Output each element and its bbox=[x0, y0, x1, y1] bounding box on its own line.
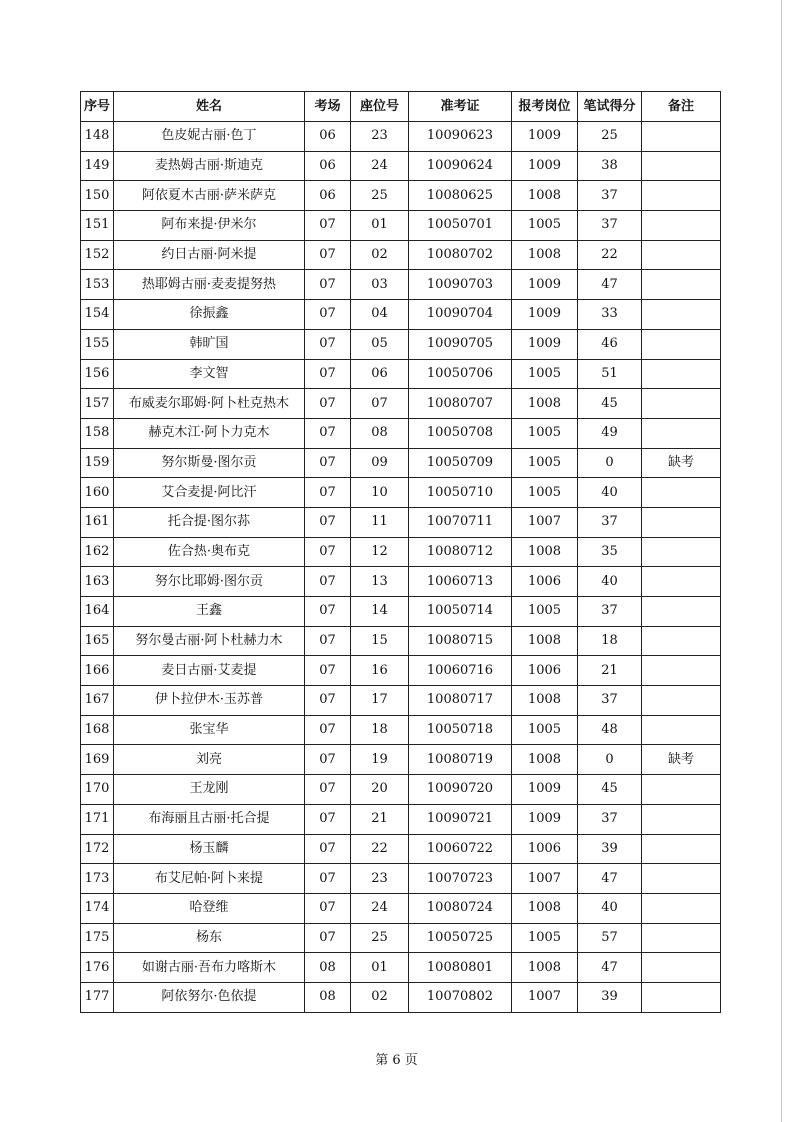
table-row bbox=[81, 122, 721, 152]
cell-index: 176 bbox=[81, 953, 114, 983]
cell-exam-room: 06 bbox=[305, 151, 351, 181]
cell-ticket-number: 10070723 bbox=[409, 864, 512, 894]
cell-name: 阿布来提·伊米尔 bbox=[114, 211, 305, 241]
cell-exam-room: 07 bbox=[305, 537, 351, 567]
table-row bbox=[81, 478, 721, 508]
table-row bbox=[81, 953, 721, 983]
cell-ticket-number: 10080801 bbox=[409, 953, 512, 983]
cell-exam-room: 07 bbox=[305, 300, 351, 330]
cell-name: 杨东 bbox=[114, 923, 305, 953]
cell-position: 1006 bbox=[512, 656, 578, 686]
cell-index: 163 bbox=[81, 567, 114, 597]
cell-score: 46 bbox=[578, 329, 642, 359]
cell-remark bbox=[642, 359, 721, 389]
cell-score: 47 bbox=[578, 270, 642, 300]
cell-index: 155 bbox=[81, 329, 114, 359]
cell-exam-room: 07 bbox=[305, 448, 351, 478]
table-row bbox=[81, 211, 721, 241]
cell-score: 0 bbox=[578, 745, 642, 775]
table-row bbox=[81, 804, 721, 834]
cell-ticket-number: 10090704 bbox=[409, 300, 512, 330]
cell-seat: 03 bbox=[351, 270, 409, 300]
cell-name: 哈登维 bbox=[114, 893, 305, 923]
cell-name: 刘亮 bbox=[114, 745, 305, 775]
cell-position: 1008 bbox=[512, 626, 578, 656]
cell-position: 1005 bbox=[512, 359, 578, 389]
cell-remark bbox=[642, 597, 721, 627]
cell-exam-room: 06 bbox=[305, 181, 351, 211]
cell-position: 1008 bbox=[512, 686, 578, 716]
cell-exam-room: 07 bbox=[305, 597, 351, 627]
cell-score: 18 bbox=[578, 626, 642, 656]
cell-index: 161 bbox=[81, 507, 114, 537]
cell-score: 48 bbox=[578, 715, 642, 745]
cell-score: 38 bbox=[578, 151, 642, 181]
cell-seat: 18 bbox=[351, 715, 409, 745]
cell-seat: 20 bbox=[351, 775, 409, 805]
cell-score: 22 bbox=[578, 240, 642, 270]
cell-position: 1009 bbox=[512, 804, 578, 834]
cell-remark bbox=[642, 893, 721, 923]
cell-seat: 08 bbox=[351, 418, 409, 448]
table-row bbox=[81, 389, 721, 419]
cell-index: 153 bbox=[81, 270, 114, 300]
header-cell: 笔试得分 bbox=[578, 92, 642, 122]
cell-remark bbox=[642, 329, 721, 359]
cell-index: 156 bbox=[81, 359, 114, 389]
table-row bbox=[81, 181, 721, 211]
cell-name: 艾合麦提·阿比汗 bbox=[114, 478, 305, 508]
cell-exam-room: 07 bbox=[305, 389, 351, 419]
cell-seat: 24 bbox=[351, 151, 409, 181]
cell-name: 阿依夏木古丽·萨米萨克 bbox=[114, 181, 305, 211]
header-row bbox=[81, 92, 721, 122]
cell-index: 149 bbox=[81, 151, 114, 181]
cell-exam-room: 07 bbox=[305, 893, 351, 923]
cell-remark bbox=[642, 715, 721, 745]
cell-seat: 23 bbox=[351, 864, 409, 894]
cell-score: 37 bbox=[578, 507, 642, 537]
cell-name: 色皮妮古丽·色丁 bbox=[114, 122, 305, 152]
cell-index: 168 bbox=[81, 715, 114, 745]
cell-name: 布威麦尔耶姆·阿卜杜克热木 bbox=[114, 389, 305, 419]
cell-seat: 11 bbox=[351, 507, 409, 537]
cell-score: 0 bbox=[578, 448, 642, 478]
cell-seat: 06 bbox=[351, 359, 409, 389]
cell-remark bbox=[642, 834, 721, 864]
cell-name: 布艾尼帕·阿卜来提 bbox=[114, 864, 305, 894]
cell-index: 148 bbox=[81, 122, 114, 152]
table-row bbox=[81, 745, 721, 775]
cell-remark bbox=[642, 418, 721, 448]
cell-ticket-number: 10050701 bbox=[409, 211, 512, 241]
header-cell: 序号 bbox=[81, 92, 114, 122]
exam-score-table bbox=[80, 91, 721, 1013]
table-row bbox=[81, 418, 721, 448]
cell-ticket-number: 10070802 bbox=[409, 982, 512, 1012]
cell-index: 151 bbox=[81, 211, 114, 241]
cell-index: 171 bbox=[81, 804, 114, 834]
cell-seat: 05 bbox=[351, 329, 409, 359]
cell-seat: 14 bbox=[351, 597, 409, 627]
cell-remark bbox=[642, 923, 721, 953]
cell-position: 1007 bbox=[512, 507, 578, 537]
cell-ticket-number: 10060722 bbox=[409, 834, 512, 864]
cell-position: 1009 bbox=[512, 122, 578, 152]
cell-remark bbox=[642, 389, 721, 419]
cell-name: 努尔比耶姆·图尔贡 bbox=[114, 567, 305, 597]
cell-remark bbox=[642, 804, 721, 834]
table-row bbox=[81, 597, 721, 627]
cell-exam-room: 08 bbox=[305, 982, 351, 1012]
cell-position: 1008 bbox=[512, 745, 578, 775]
cell-seat: 01 bbox=[351, 953, 409, 983]
cell-position: 1009 bbox=[512, 270, 578, 300]
cell-name: 韩旷国 bbox=[114, 329, 305, 359]
cell-remark bbox=[642, 181, 721, 211]
cell-score: 40 bbox=[578, 478, 642, 508]
table-row bbox=[81, 626, 721, 656]
cell-position: 1006 bbox=[512, 834, 578, 864]
cell-seat: 22 bbox=[351, 834, 409, 864]
cell-ticket-number: 10050714 bbox=[409, 597, 512, 627]
cell-seat: 13 bbox=[351, 567, 409, 597]
cell-position: 1007 bbox=[512, 982, 578, 1012]
cell-index: 165 bbox=[81, 626, 114, 656]
cell-name: 王鑫 bbox=[114, 597, 305, 627]
cell-remark bbox=[642, 656, 721, 686]
cell-position: 1005 bbox=[512, 715, 578, 745]
cell-name: 李文智 bbox=[114, 359, 305, 389]
table-row bbox=[81, 775, 721, 805]
cell-position: 1009 bbox=[512, 775, 578, 805]
cell-ticket-number: 10080707 bbox=[409, 389, 512, 419]
cell-name: 杨玉麟 bbox=[114, 834, 305, 864]
cell-name: 努尔斯曼·图尔贡 bbox=[114, 448, 305, 478]
cell-index: 157 bbox=[81, 389, 114, 419]
cell-exam-room: 07 bbox=[305, 626, 351, 656]
cell-score: 33 bbox=[578, 300, 642, 330]
cell-name: 努尔曼古丽·阿卜杜赫力木 bbox=[114, 626, 305, 656]
cell-exam-room: 07 bbox=[305, 567, 351, 597]
cell-exam-room: 07 bbox=[305, 329, 351, 359]
cell-seat: 10 bbox=[351, 478, 409, 508]
cell-seat: 09 bbox=[351, 448, 409, 478]
cell-name: 约日古丽·阿米提 bbox=[114, 240, 305, 270]
cell-exam-room: 07 bbox=[305, 656, 351, 686]
cell-score: 51 bbox=[578, 359, 642, 389]
cell-ticket-number: 10080712 bbox=[409, 537, 512, 567]
cell-index: 158 bbox=[81, 418, 114, 448]
cell-index: 154 bbox=[81, 300, 114, 330]
cell-remark bbox=[642, 686, 721, 716]
table-row bbox=[81, 982, 721, 1012]
cell-ticket-number: 10090623 bbox=[409, 122, 512, 152]
cell-score: 45 bbox=[578, 389, 642, 419]
cell-exam-room: 07 bbox=[305, 240, 351, 270]
cell-position: 1009 bbox=[512, 329, 578, 359]
cell-exam-room: 07 bbox=[305, 686, 351, 716]
cell-seat: 16 bbox=[351, 656, 409, 686]
cell-ticket-number: 10080625 bbox=[409, 181, 512, 211]
cell-position: 1008 bbox=[512, 953, 578, 983]
cell-score: 57 bbox=[578, 923, 642, 953]
cell-index: 162 bbox=[81, 537, 114, 567]
table-row bbox=[81, 715, 721, 745]
cell-seat: 25 bbox=[351, 923, 409, 953]
cell-remark bbox=[642, 300, 721, 330]
cell-remark bbox=[642, 270, 721, 300]
cell-exam-room: 07 bbox=[305, 923, 351, 953]
cell-score: 21 bbox=[578, 656, 642, 686]
cell-exam-room: 07 bbox=[305, 418, 351, 448]
cell-ticket-number: 10060716 bbox=[409, 656, 512, 686]
cell-name: 徐振鑫 bbox=[114, 300, 305, 330]
cell-score: 35 bbox=[578, 537, 642, 567]
table-row bbox=[81, 656, 721, 686]
cell-remark bbox=[642, 982, 721, 1012]
cell-index: 169 bbox=[81, 745, 114, 775]
cell-index: 164 bbox=[81, 597, 114, 627]
cell-ticket-number: 10080717 bbox=[409, 686, 512, 716]
cell-exam-room: 07 bbox=[305, 834, 351, 864]
cell-score: 49 bbox=[578, 418, 642, 448]
cell-remark bbox=[642, 775, 721, 805]
cell-ticket-number: 10050718 bbox=[409, 715, 512, 745]
cell-remark bbox=[642, 626, 721, 656]
cell-exam-room: 07 bbox=[305, 478, 351, 508]
scan-edge-line bbox=[781, 0, 782, 1122]
cell-position: 1008 bbox=[512, 181, 578, 211]
cell-ticket-number: 10060713 bbox=[409, 567, 512, 597]
cell-remark bbox=[642, 507, 721, 537]
cell-ticket-number: 10090624 bbox=[409, 151, 512, 181]
header-cell: 座位号 bbox=[351, 92, 409, 122]
cell-remark bbox=[642, 953, 721, 983]
cell-exam-room: 07 bbox=[305, 745, 351, 775]
cell-position: 1005 bbox=[512, 923, 578, 953]
cell-remark bbox=[642, 211, 721, 241]
cell-remark: 缺考 bbox=[642, 448, 721, 478]
cell-index: 150 bbox=[81, 181, 114, 211]
cell-score: 45 bbox=[578, 775, 642, 805]
cell-position: 1005 bbox=[512, 418, 578, 448]
cell-score: 37 bbox=[578, 211, 642, 241]
cell-seat: 19 bbox=[351, 745, 409, 775]
cell-name: 布海丽且古丽·托合提 bbox=[114, 804, 305, 834]
cell-exam-room: 06 bbox=[305, 122, 351, 152]
cell-name: 麦热姆古丽·斯迪克 bbox=[114, 151, 305, 181]
cell-seat: 25 bbox=[351, 181, 409, 211]
table-row bbox=[81, 300, 721, 330]
cell-exam-room: 07 bbox=[305, 507, 351, 537]
cell-name: 佐合热·奥布克 bbox=[114, 537, 305, 567]
cell-position: 1005 bbox=[512, 597, 578, 627]
cell-index: 159 bbox=[81, 448, 114, 478]
cell-ticket-number: 10090703 bbox=[409, 270, 512, 300]
cell-name: 王龙刚 bbox=[114, 775, 305, 805]
cell-ticket-number: 10080715 bbox=[409, 626, 512, 656]
table-row bbox=[81, 567, 721, 597]
cell-seat: 02 bbox=[351, 240, 409, 270]
cell-index: 170 bbox=[81, 775, 114, 805]
cell-exam-room: 07 bbox=[305, 359, 351, 389]
cell-name: 托合提·图尔荪 bbox=[114, 507, 305, 537]
cell-exam-room: 07 bbox=[305, 715, 351, 745]
cell-index: 167 bbox=[81, 686, 114, 716]
cell-ticket-number: 10050710 bbox=[409, 478, 512, 508]
cell-exam-room: 08 bbox=[305, 953, 351, 983]
cell-exam-room: 07 bbox=[305, 804, 351, 834]
cell-ticket-number: 10080719 bbox=[409, 745, 512, 775]
cell-score: 37 bbox=[578, 181, 642, 211]
cell-name: 热耶姆古丽·麦麦提努热 bbox=[114, 270, 305, 300]
cell-score: 25 bbox=[578, 122, 642, 152]
cell-remark bbox=[642, 567, 721, 597]
cell-name: 张宝华 bbox=[114, 715, 305, 745]
cell-ticket-number: 10070711 bbox=[409, 507, 512, 537]
cell-score: 37 bbox=[578, 804, 642, 834]
table-row bbox=[81, 270, 721, 300]
cell-position: 1008 bbox=[512, 240, 578, 270]
table-row bbox=[81, 834, 721, 864]
cell-ticket-number: 10080702 bbox=[409, 240, 512, 270]
cell-position: 1005 bbox=[512, 478, 578, 508]
table-body bbox=[81, 122, 721, 1013]
cell-score: 47 bbox=[578, 864, 642, 894]
cell-name: 麦日古丽·艾麦提 bbox=[114, 656, 305, 686]
header-cell: 备注 bbox=[642, 92, 721, 122]
cell-ticket-number: 10090720 bbox=[409, 775, 512, 805]
cell-name: 赫克木江·阿卜力克木 bbox=[114, 418, 305, 448]
table-row bbox=[81, 240, 721, 270]
cell-seat: 12 bbox=[351, 537, 409, 567]
table-row bbox=[81, 151, 721, 181]
cell-position: 1006 bbox=[512, 567, 578, 597]
cell-score: 40 bbox=[578, 567, 642, 597]
cell-index: 172 bbox=[81, 834, 114, 864]
cell-score: 47 bbox=[578, 953, 642, 983]
cell-exam-room: 07 bbox=[305, 211, 351, 241]
cell-ticket-number: 10050709 bbox=[409, 448, 512, 478]
cell-remark bbox=[642, 864, 721, 894]
table-row bbox=[81, 893, 721, 923]
cell-index: 152 bbox=[81, 240, 114, 270]
cell-index: 173 bbox=[81, 864, 114, 894]
cell-name: 阿依努尔·色依提 bbox=[114, 982, 305, 1012]
cell-remark bbox=[642, 151, 721, 181]
cell-index: 175 bbox=[81, 923, 114, 953]
header-cell: 准考证 bbox=[409, 92, 512, 122]
cell-ticket-number: 10050725 bbox=[409, 923, 512, 953]
cell-position: 1005 bbox=[512, 211, 578, 241]
cell-score: 40 bbox=[578, 893, 642, 923]
cell-score: 39 bbox=[578, 982, 642, 1012]
cell-index: 174 bbox=[81, 893, 114, 923]
page-number: 第 6 页 bbox=[375, 1053, 418, 1068]
table-row bbox=[81, 359, 721, 389]
cell-index: 166 bbox=[81, 656, 114, 686]
table-row bbox=[81, 923, 721, 953]
cell-ticket-number: 10090705 bbox=[409, 329, 512, 359]
cell-position: 1005 bbox=[512, 448, 578, 478]
cell-seat: 21 bbox=[351, 804, 409, 834]
cell-ticket-number: 10080724 bbox=[409, 893, 512, 923]
cell-index: 160 bbox=[81, 478, 114, 508]
table-row bbox=[81, 537, 721, 567]
cell-exam-room: 07 bbox=[305, 270, 351, 300]
cell-seat: 15 bbox=[351, 626, 409, 656]
cell-position: 1008 bbox=[512, 893, 578, 923]
cell-name: 伊卜拉伊木·玉苏普 bbox=[114, 686, 305, 716]
cell-seat: 01 bbox=[351, 211, 409, 241]
cell-remark bbox=[642, 122, 721, 152]
cell-remark: 缺考 bbox=[642, 745, 721, 775]
cell-position: 1009 bbox=[512, 300, 578, 330]
cell-position: 1007 bbox=[512, 864, 578, 894]
header-cell: 姓名 bbox=[114, 92, 305, 122]
cell-remark bbox=[642, 478, 721, 508]
cell-seat: 17 bbox=[351, 686, 409, 716]
header-cell: 报考岗位 bbox=[512, 92, 578, 122]
cell-score: 39 bbox=[578, 834, 642, 864]
header-cell: 考场 bbox=[305, 92, 351, 122]
cell-position: 1009 bbox=[512, 151, 578, 181]
cell-seat: 24 bbox=[351, 893, 409, 923]
cell-index: 177 bbox=[81, 982, 114, 1012]
cell-ticket-number: 10050708 bbox=[409, 418, 512, 448]
table-row bbox=[81, 864, 721, 894]
cell-remark bbox=[642, 240, 721, 270]
table-row bbox=[81, 686, 721, 716]
cell-seat: 04 bbox=[351, 300, 409, 330]
cell-exam-room: 07 bbox=[305, 775, 351, 805]
table-row bbox=[81, 329, 721, 359]
cell-ticket-number: 10050706 bbox=[409, 359, 512, 389]
cell-seat: 07 bbox=[351, 389, 409, 419]
cell-seat: 23 bbox=[351, 122, 409, 152]
table-row bbox=[81, 448, 721, 478]
cell-score: 37 bbox=[578, 597, 642, 627]
cell-name: 如谢古丽·吾布力喀斯木 bbox=[114, 953, 305, 983]
cell-remark bbox=[642, 537, 721, 567]
cell-position: 1008 bbox=[512, 537, 578, 567]
cell-seat: 02 bbox=[351, 982, 409, 1012]
cell-ticket-number: 10090721 bbox=[409, 804, 512, 834]
table-row bbox=[81, 507, 721, 537]
cell-score: 37 bbox=[578, 686, 642, 716]
cell-exam-room: 07 bbox=[305, 864, 351, 894]
cell-position: 1008 bbox=[512, 389, 578, 419]
